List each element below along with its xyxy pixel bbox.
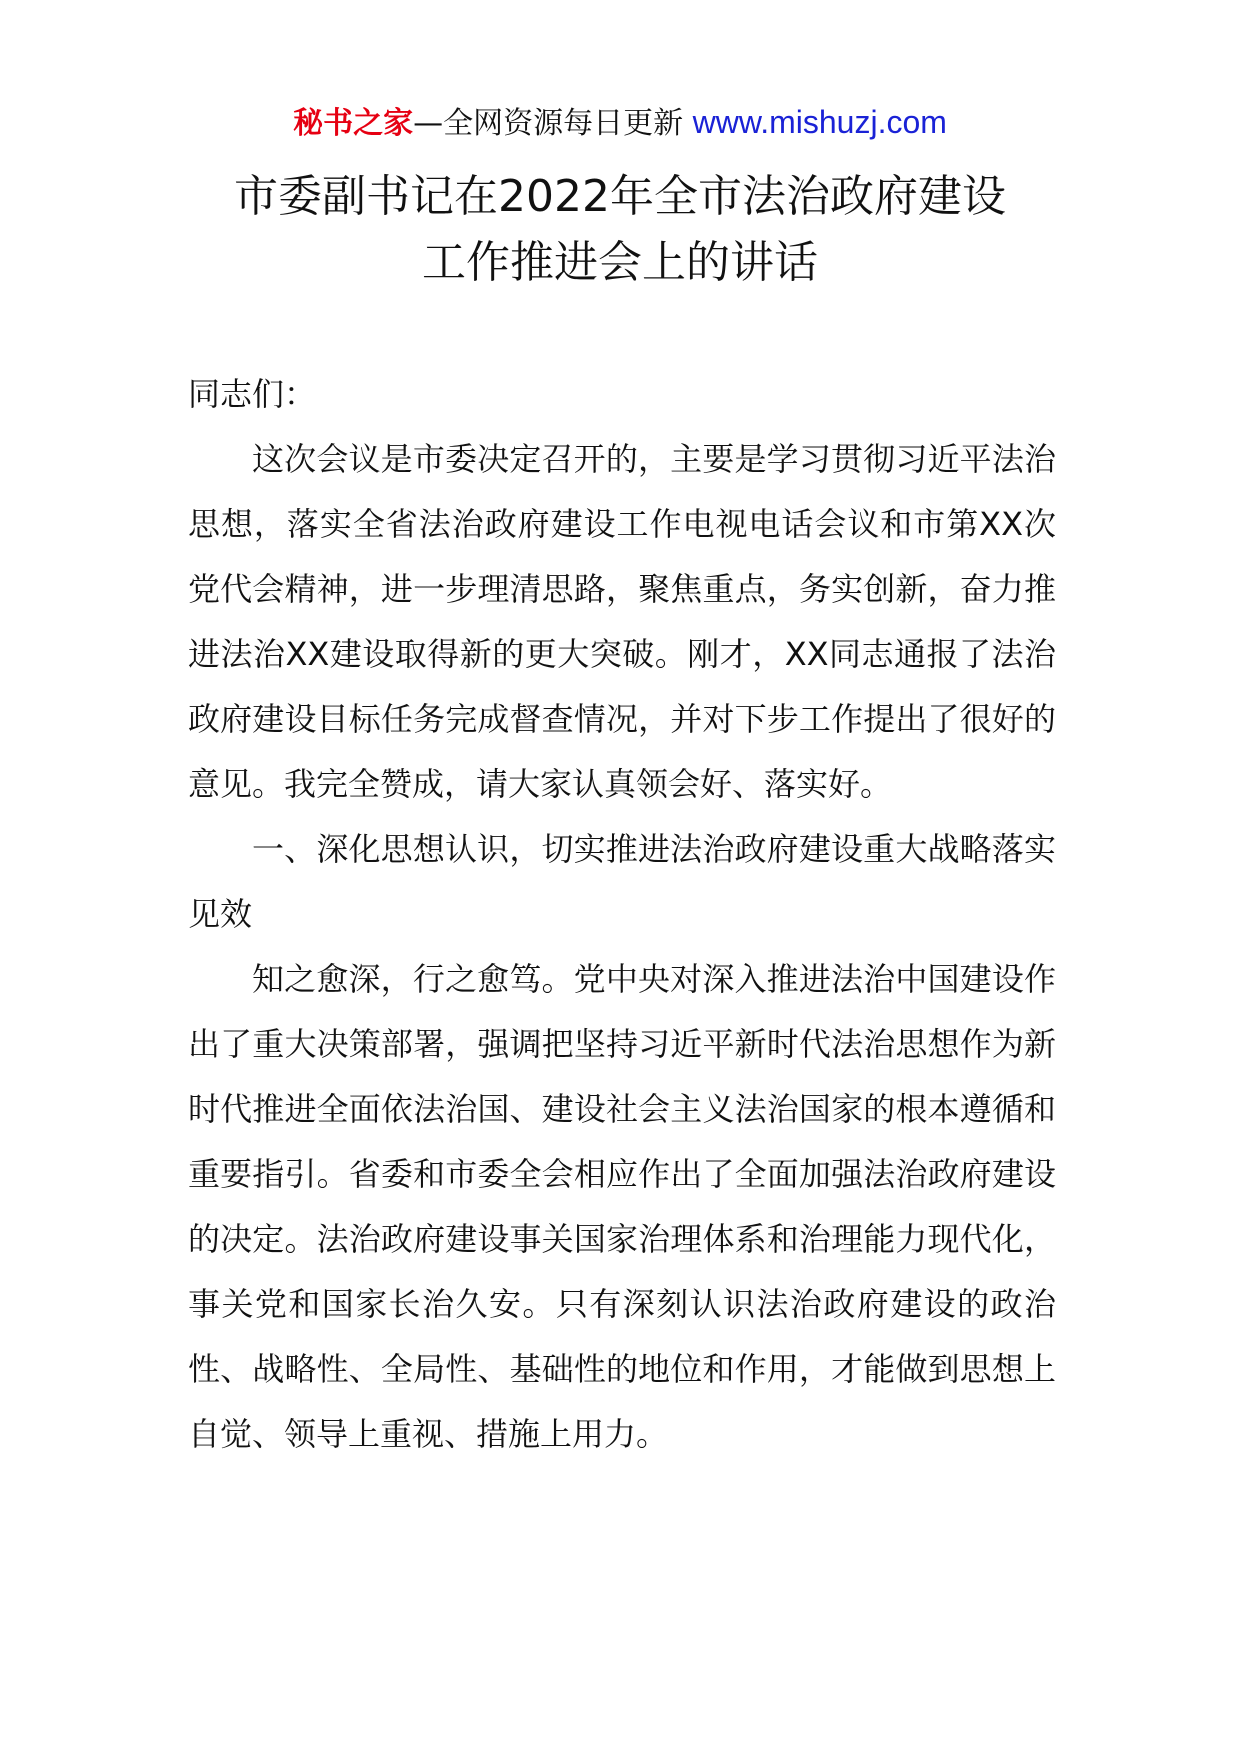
document-title xyxy=(120,164,1120,296)
header-tagline: —全网资源每日更新 xyxy=(413,106,693,141)
brand-name: 秘书之家 xyxy=(293,106,414,141)
salutation: 同志们： xyxy=(188,375,317,413)
document-body xyxy=(188,362,1056,1467)
section-heading-1: 一、深化思想认识，切实推进法治政府建设重大战略落实见效 xyxy=(188,830,1056,933)
paragraph-intro: 这次会议是市委决定召开的，主要是学习贯彻习近平法治思想，落实全省法治政府建设工作电视电话会议和市第XX次党代会精神，进一步理清思路，聚焦重点，务实创新，奋力推进法治XX建设取得新的更大突破。刚才，XX同志通报了法治政府建设目标任务完成督查情况，并对下步工作提出了很好的意见。我完全赞成，请大家认真领会好、落实好。 xyxy=(188,440,1056,803)
paragraph-section-1: 知之愈深，行之愈笃。党中央对深入推进法治中国建设作出了重大决策部署，强调把坚持习近平新时代法治思想作为新时代推进全面依法治国、建设社会主义法治国家的根本遵循和重要指引。省委和市委全会相应作出了全面加强法治政府建设的决定。法治政府建设事关国家治理体系和治理能力现代化，事关党和国家长治久安。只有深刻认识法治政府建设的政治性、战略性、全局性、基础性的地位和作用，才能做到思想上自觉、领导上重视、措施上用力。 xyxy=(188,960,1056,1453)
title-line-2: 工作推进会上的讲话 xyxy=(422,237,818,288)
title-line-1: 市委副书记在2022年全市法治政府建设 xyxy=(234,171,1006,222)
site-url-link[interactable]: www.mishuzj.com xyxy=(692,104,947,140)
header-banner xyxy=(0,102,1240,144)
